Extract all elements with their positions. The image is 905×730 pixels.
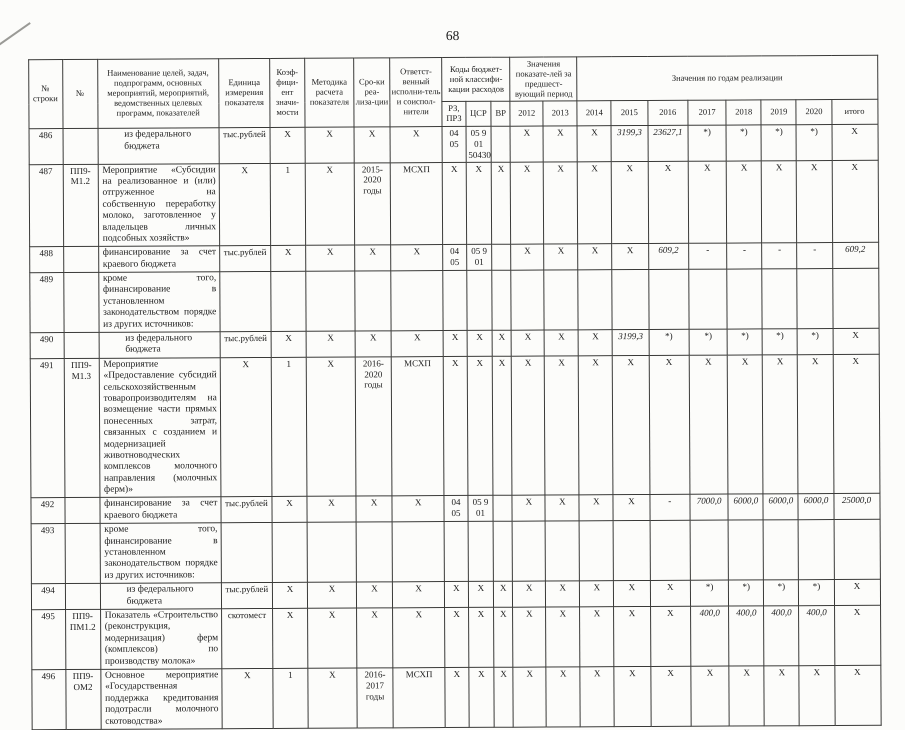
row-value: X — [833, 354, 880, 494]
row-value — [271, 271, 306, 331]
col-header-coef: Коэф-фици-ент значи-мости — [270, 58, 305, 127]
row-value: X — [392, 496, 444, 522]
col-header-2013: 2013 — [543, 101, 577, 126]
row-value: X — [577, 126, 611, 162]
row-value: X — [612, 244, 648, 270]
col-header-rz: РЗ, ПРЗ — [442, 102, 466, 127]
row-value: тыс.рублей — [219, 128, 270, 164]
row-value: X — [650, 580, 691, 606]
row-value: 05 9 01 — [468, 496, 494, 522]
row-value: 04 05 — [443, 245, 467, 271]
row-value: X — [271, 246, 306, 272]
row-value: - — [797, 243, 832, 269]
row-value: 609,2 — [648, 244, 689, 270]
row-value: X — [271, 331, 306, 357]
row-value — [762, 269, 797, 329]
row-value: X — [393, 608, 445, 668]
row-value — [307, 522, 356, 582]
row-value — [650, 521, 691, 581]
row-value: X — [272, 497, 307, 523]
row-value: X — [468, 582, 494, 608]
col-header-2014: 2014 — [577, 101, 611, 126]
row-value: X — [354, 127, 390, 163]
row-value — [690, 520, 729, 580]
table-row — [29, 124, 878, 164]
row-code: ПП9-М1.3 — [64, 358, 100, 498]
row-value: *) — [796, 125, 831, 161]
row-value — [834, 520, 880, 580]
row-value: - — [762, 243, 797, 269]
row-value — [492, 244, 511, 270]
row-value: X — [650, 666, 691, 726]
row-value: X — [579, 355, 614, 495]
row-value: X — [355, 331, 391, 357]
row-value — [220, 272, 271, 332]
row-value: X — [511, 244, 544, 270]
row-value: X — [578, 244, 612, 270]
row-line-number: 494 — [31, 584, 65, 610]
row-value — [648, 269, 689, 329]
row-value: X — [356, 582, 392, 608]
row-value: X — [650, 606, 691, 666]
row-name: финансирование за счет краевого бюджета — [100, 497, 221, 523]
row-value: *) — [761, 125, 796, 161]
row-name: Мероприятие «Предоставление субсидий сельскохозяйственным товаропроизводителям на возмещение части прямых понесенных затрат, связанных с созданием и модернизацией животноводческих комплексов молочного направления (молочных ферм)» — [99, 358, 221, 498]
col-header-period: Сро-ки реа-лиза-ции — [354, 58, 391, 127]
row-value: X — [580, 667, 614, 727]
col-header-2016: 2016 — [647, 101, 688, 126]
col-header-method: Методика расчета показателя — [305, 58, 354, 127]
row-value: - — [650, 495, 691, 521]
row-value: *) — [726, 125, 761, 161]
row-value: X — [306, 357, 356, 497]
row-value: X — [492, 330, 511, 356]
row-value: X — [393, 582, 445, 608]
row-value: X — [546, 607, 580, 667]
row-value: X — [688, 161, 727, 244]
row-line-number: 487 — [29, 164, 63, 247]
row-value: 609,2 — [832, 243, 878, 269]
row-value: 400,0 — [799, 606, 834, 666]
row-value: 25000,0 — [834, 494, 880, 520]
row-value: X — [797, 160, 833, 243]
row-value: X — [579, 495, 613, 521]
row-value: X — [492, 356, 512, 496]
row-value: X — [494, 667, 513, 727]
row-name: из федерального бюджета — [100, 583, 221, 609]
row-value: *) — [688, 125, 726, 161]
row-value: X — [307, 496, 356, 522]
row-value: X — [545, 356, 580, 496]
row-value: X — [580, 581, 614, 607]
row-name: Мероприятие «Субсидии на реализованное и (или) отгруженное на собственную переработку молоко, заготовленное у владельцев личных подсобных хозяйств» — [98, 163, 220, 246]
row-name: Основное мероприятие «Государственная поддержка кредитования подотрасли молочного скотоводства» — [100, 669, 222, 730]
row-value: X — [832, 160, 878, 243]
row-value — [613, 521, 649, 581]
row-value: *) — [727, 329, 762, 355]
row-value: X — [834, 579, 880, 605]
row-value: 2016-2020 годы — [355, 357, 392, 497]
row-value: X — [612, 161, 649, 244]
scanned-page — [0, 27, 905, 727]
row-line-number: 488 — [29, 247, 63, 273]
row-value: X — [614, 581, 650, 607]
row-value: X — [305, 127, 354, 163]
row-value: X — [580, 607, 614, 667]
row-code — [64, 332, 99, 358]
row-value — [578, 270, 612, 330]
row-value — [689, 269, 728, 329]
row-code: ПП9-ОМ2 — [65, 669, 100, 729]
row-value: X — [543, 126, 577, 162]
row-value: X — [494, 607, 513, 667]
row-value — [356, 522, 392, 582]
table-header — [28, 55, 877, 129]
col-group-year-values: Значения по годам реализации — [577, 55, 877, 101]
row-line-number: 496 — [31, 669, 65, 729]
row-value — [799, 520, 834, 580]
row-value: *) — [799, 580, 834, 606]
row-value: - — [727, 243, 762, 269]
row-value: X — [219, 163, 270, 246]
row-value — [511, 270, 544, 330]
col-header-total: итого — [831, 100, 877, 125]
row-value: *) — [764, 580, 799, 606]
row-value: X — [469, 667, 495, 727]
row-value: *) — [762, 329, 797, 355]
row-line-number: 486 — [29, 129, 63, 165]
row-code — [64, 498, 99, 524]
row-code — [63, 272, 98, 332]
row-value: *) — [689, 329, 727, 355]
row-value: 05 9 01 — [466, 245, 492, 271]
row-value: *) — [798, 329, 833, 355]
col-header-2018: 2018 — [726, 100, 761, 125]
col-group-budget-codes: Коды бюджет-ной классифи-кации расходов — [442, 57, 510, 102]
col-header-2015: 2015 — [611, 101, 647, 126]
row-value: X — [546, 667, 580, 727]
col-header-name: Наименование целей, задач, подпрограмм, основных мероприятий, мероприятий, ведомственных целевых программ, показателей — [97, 59, 219, 129]
row-value: X — [613, 495, 649, 521]
row-value — [797, 269, 832, 329]
row-value: X — [546, 581, 580, 607]
row-value: - — [689, 243, 727, 269]
row-value: X — [391, 331, 443, 357]
row-line-number: 492 — [30, 498, 64, 524]
row-value: МСХП — [390, 162, 443, 245]
row-value: 400,0 — [764, 606, 799, 666]
row-value — [728, 520, 763, 580]
program-indicators-table — [28, 55, 882, 730]
row-line-number: 495 — [31, 610, 65, 670]
row-value: X — [491, 162, 511, 245]
row-value: МСХП — [391, 356, 444, 496]
row-value: X — [494, 581, 513, 607]
col-header-csr: ЦСР — [466, 102, 492, 127]
row-value: X — [513, 581, 546, 607]
row-value: 2015-2020 годы — [354, 162, 391, 245]
row-value: X — [764, 666, 799, 726]
row-value: тыс.рублей — [220, 246, 271, 272]
row-name: из федерального бюджета — [98, 128, 219, 164]
row-value: X — [308, 608, 357, 668]
table-row — [31, 605, 880, 669]
col-header-2020: 2020 — [796, 100, 831, 125]
row-value: 2016-2017 годы — [357, 668, 393, 728]
row-value: 23627,1 — [648, 125, 689, 161]
row-value: 7000,0 — [690, 495, 728, 521]
row-value: X — [510, 126, 543, 162]
row-value — [512, 521, 545, 581]
row-value: X — [614, 666, 650, 726]
row-value: 400,0 — [729, 606, 764, 666]
col-header-executor: Ответст-венный исполни-тель и соиспол-нители — [390, 58, 442, 127]
row-value: X — [614, 606, 650, 666]
col-header-2017: 2017 — [688, 101, 726, 126]
row-value — [355, 271, 391, 331]
row-value: X — [544, 244, 578, 270]
row-value: X — [799, 665, 834, 725]
row-value: 6000,0 — [763, 494, 798, 520]
row-value: X — [544, 161, 578, 244]
row-value — [493, 521, 512, 581]
row-value: X — [513, 667, 546, 727]
row-value: X — [306, 245, 355, 271]
row-value — [544, 270, 578, 330]
row-value: X — [306, 331, 355, 357]
row-value — [444, 522, 468, 582]
row-code: ПП9-ПМ1.2 — [65, 609, 100, 669]
row-code — [63, 247, 98, 273]
row-value: X — [649, 355, 690, 495]
row-value: X — [356, 496, 392, 522]
row-value — [612, 270, 648, 330]
row-value — [391, 271, 443, 331]
row-value: X — [578, 161, 612, 244]
row-value: X — [443, 330, 467, 356]
row-value: X — [834, 665, 880, 725]
row-value: X — [613, 355, 650, 495]
row-value: X — [220, 357, 272, 497]
row-value: X — [691, 666, 730, 726]
row-value: X — [466, 162, 492, 245]
row-value: X — [468, 607, 494, 667]
row-value — [468, 522, 494, 582]
row-line-number: 490 — [30, 333, 64, 359]
row-code — [63, 129, 98, 165]
row-name: финансирование за счет краевого бюджета — [98, 246, 219, 272]
col-group-prev-values: Значения показате-лей за предшест-вующий период — [510, 57, 577, 102]
row-value: X — [445, 607, 469, 667]
row-value: X — [832, 124, 878, 160]
row-value: *) — [690, 580, 728, 606]
col-header-2012: 2012 — [510, 101, 543, 126]
row-value: X — [445, 667, 469, 727]
header-row-groups — [28, 55, 877, 104]
row-value: 3199,3 — [611, 126, 647, 162]
row-name: из федерального бюджета — [99, 332, 220, 358]
row-value: X — [511, 330, 544, 356]
row-value: X — [689, 355, 728, 495]
table-row — [30, 354, 880, 498]
page-number: 68 — [445, 27, 460, 44]
row-value: X — [307, 582, 356, 608]
row-value: 1 — [273, 668, 308, 728]
row-value: X — [545, 495, 579, 521]
row-value: X — [308, 668, 357, 728]
row-value — [832, 268, 878, 328]
row-value: X — [444, 356, 468, 496]
col-header-code: № — [62, 59, 97, 128]
row-value: тыс.рублей — [220, 331, 271, 357]
row-value: 6000,0 — [798, 494, 833, 520]
row-value: X — [445, 582, 469, 608]
row-value: X — [272, 582, 307, 608]
row-value — [306, 271, 355, 331]
row-value: 04 05 — [442, 127, 466, 163]
row-value: X — [727, 355, 763, 495]
row-code — [65, 584, 100, 610]
row-value — [545, 521, 579, 581]
row-line-number: 489 — [29, 273, 63, 333]
row-value: 400,0 — [691, 606, 730, 666]
row-value: X — [222, 668, 273, 728]
row-value: скотомест — [221, 608, 272, 668]
table-row — [31, 520, 880, 584]
row-value — [727, 269, 762, 329]
row-value — [493, 496, 512, 522]
row-value: МСХП — [393, 668, 445, 728]
row-value: 04 05 — [444, 496, 468, 522]
row-value — [466, 270, 492, 330]
row-value: X — [467, 356, 493, 496]
row-value: X — [729, 666, 764, 726]
row-value: X — [467, 330, 493, 356]
table-row — [29, 160, 878, 247]
row-name: Показатель «Строительство (реконструкция, модернизация) ферм (комплексов) по производству молока» — [100, 609, 222, 670]
row-value: X — [578, 330, 612, 356]
row-value: тыс.рублей — [221, 583, 272, 609]
row-line-number: 491 — [30, 358, 65, 498]
row-value: *) — [729, 580, 764, 606]
col-header-line-no: № строки — [28, 60, 62, 129]
table-body — [29, 124, 881, 729]
row-value: *) — [649, 329, 690, 355]
row-value: X — [357, 608, 393, 668]
row-value — [221, 523, 272, 583]
row-value: тыс.рублей — [221, 497, 272, 523]
row-name: кроме того, финансирование в установленном законодательством порядке из других источников: — [100, 523, 222, 584]
row-value — [492, 270, 511, 330]
row-value: 1 — [271, 357, 307, 497]
row-value: X — [513, 607, 546, 667]
row-value: X — [512, 356, 546, 496]
row-value: X — [305, 163, 354, 246]
row-value: 3199,3 — [612, 329, 648, 355]
table-row — [29, 268, 878, 332]
row-value: X — [512, 496, 545, 522]
row-value: X — [273, 608, 308, 668]
row-value: 6000,0 — [728, 494, 763, 520]
row-value: X — [391, 245, 443, 271]
row-value: X — [834, 605, 880, 665]
row-value: X — [270, 127, 305, 163]
row-value: X — [511, 162, 544, 245]
row-code: ПП9-М1.2 — [63, 164, 99, 247]
col-header-vr: ВР — [491, 102, 510, 127]
row-value: X — [648, 161, 689, 244]
row-value: X — [762, 160, 798, 243]
row-value — [272, 523, 307, 583]
row-value: 1 — [270, 163, 306, 246]
col-header-unit: Единица измерения показателя — [219, 58, 270, 127]
row-value — [763, 520, 798, 580]
row-value: X — [442, 162, 466, 245]
row-name: кроме того, финансирование в установленном законодательством порядке из других источников: — [98, 272, 220, 333]
row-value: X — [390, 127, 442, 163]
table-row — [31, 665, 880, 729]
col-header-2019: 2019 — [761, 100, 796, 125]
row-code — [65, 524, 100, 584]
row-value — [491, 126, 510, 161]
row-value — [579, 521, 613, 581]
row-value: X — [726, 160, 762, 243]
row-value — [443, 270, 467, 330]
row-value: X — [355, 245, 391, 271]
row-value: X — [833, 328, 879, 354]
row-value: X — [798, 354, 834, 494]
row-value — [392, 522, 444, 582]
row-value: 05 9 01 50430 — [466, 126, 492, 162]
row-line-number: 493 — [31, 524, 65, 584]
row-value: X — [763, 354, 799, 494]
row-value: X — [544, 330, 578, 356]
